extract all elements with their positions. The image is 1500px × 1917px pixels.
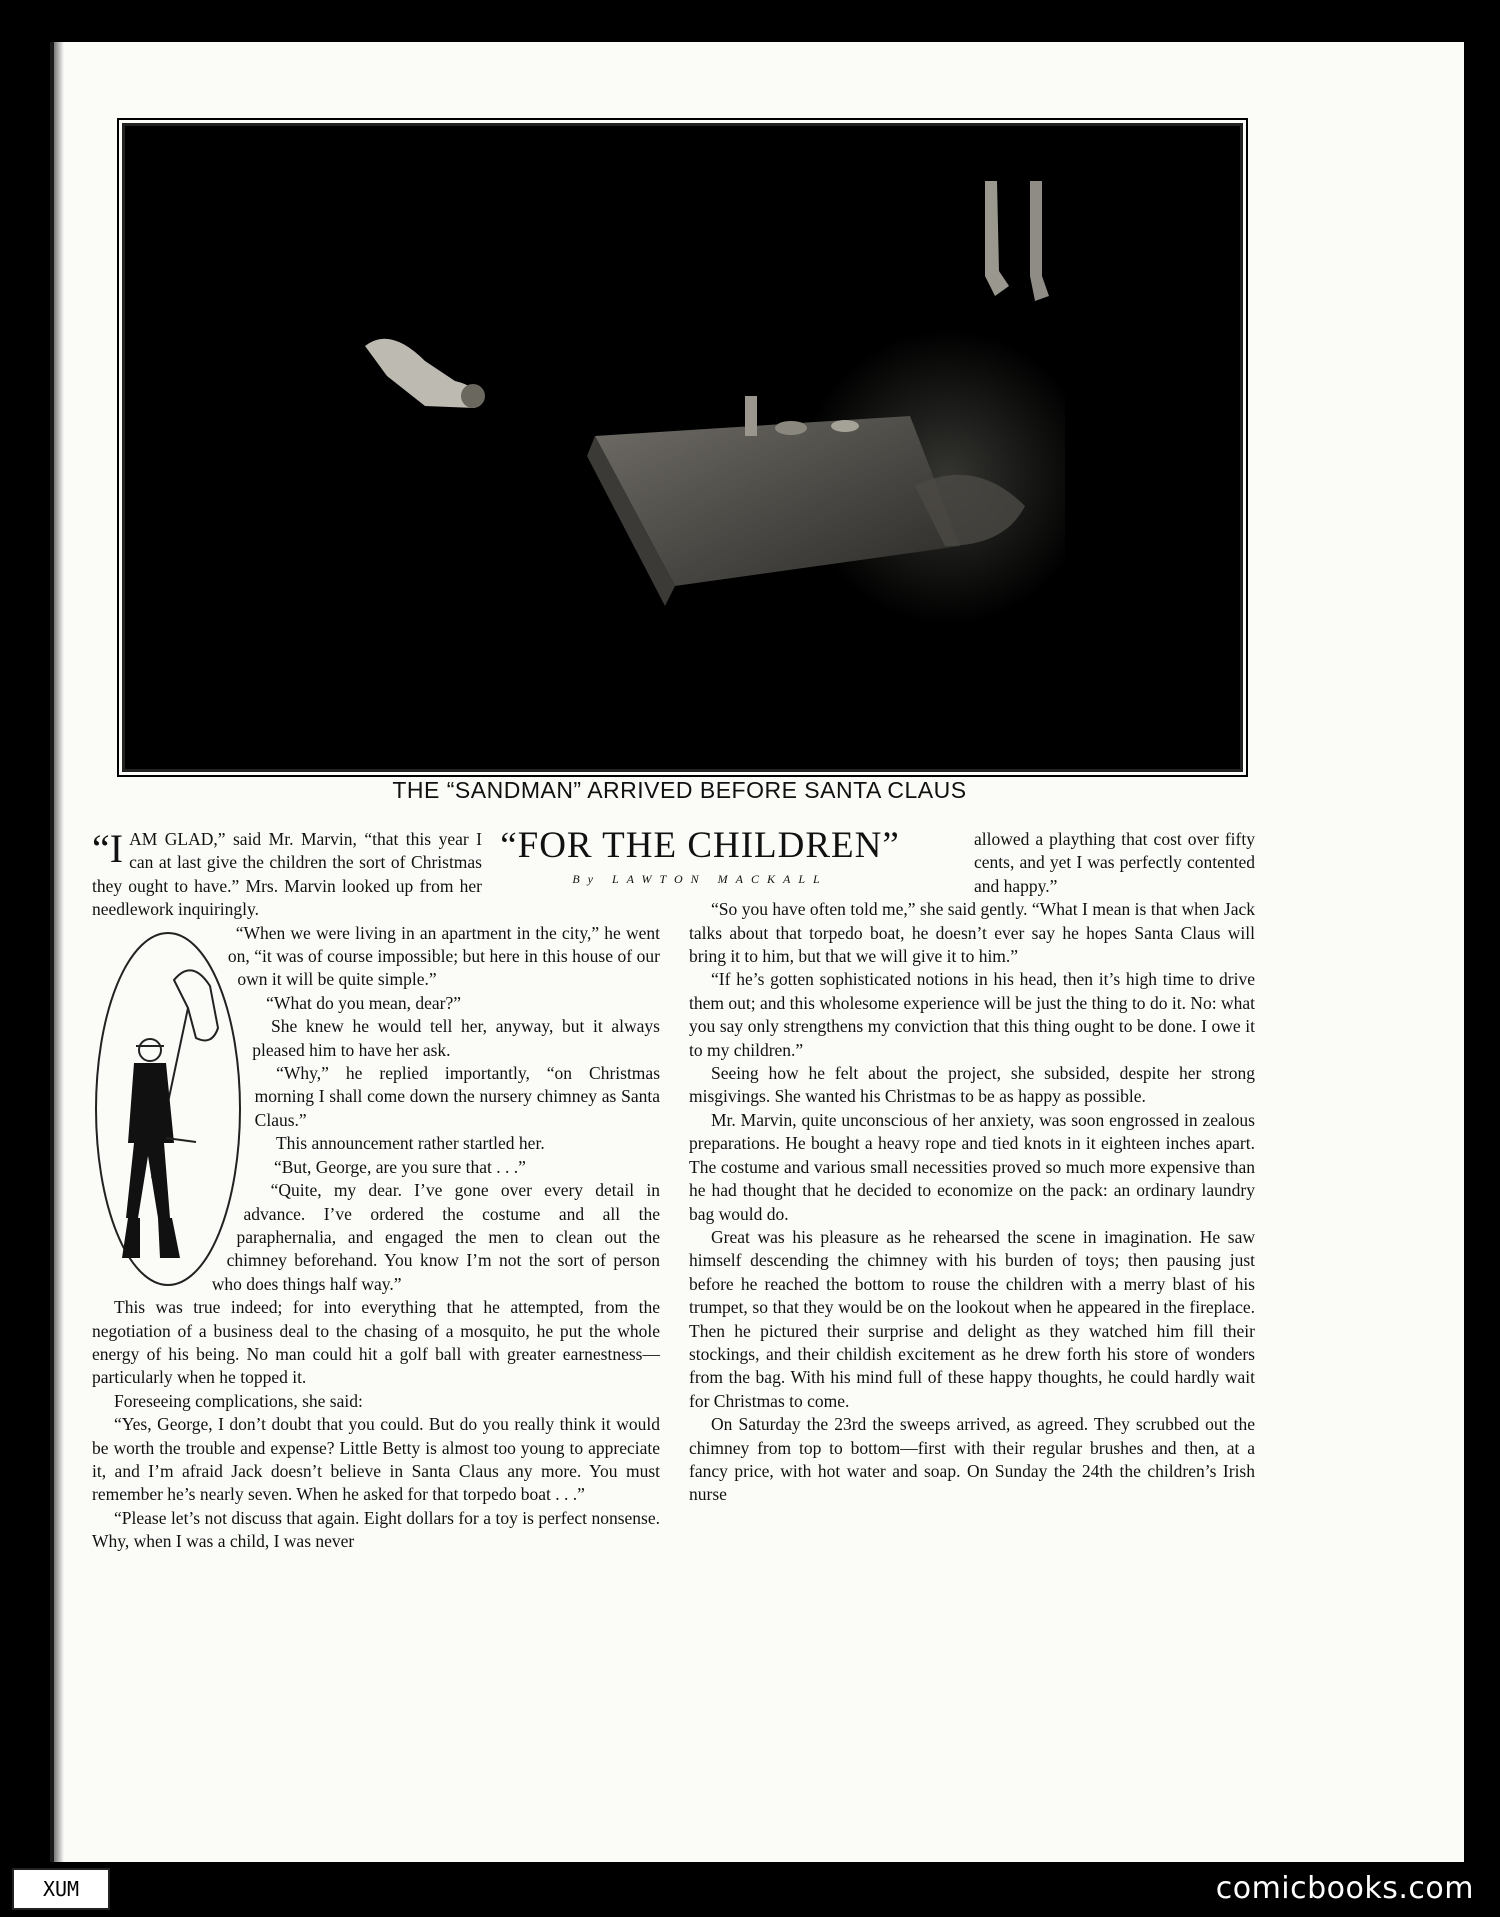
corner-tag: XUM: [12, 1868, 110, 1910]
paragraph: “Please let’s not discuss that again. Eight dollars for a toy is perfect nonsense. Why, when I was a child, I was never: [92, 1507, 660, 1552]
equestrian-illustration: [92, 928, 244, 1290]
sandman-scene-image: [125, 126, 1240, 769]
paragraph: “When we were living in an apartment in the city,” he went on, “it was of course impossible; but here in this house of our own it will be quite simple.”: [227, 922, 660, 990]
paragraph: On Saturday the 23rd the sweeps arrived, as agreed. They scrubbed out the chimney from top to bottom—first with their regular brushes and then, at a fancy price, with hot water and soap. On Sunday the 24th the children’s Irish nurse: [689, 1414, 1255, 1505]
paragraph: “Yes, George, I don’t doubt that you could. But do you really think it would be worth the trouble and expense? Little Betty is almost too young to appreciate it, and I’m afraid Jack doesn’t believe in Santa Claus any more. You must remember he’s nearly seven. When he asked for that torpedo boat . . .”: [92, 1414, 660, 1505]
paragraph: “Why,” he replied importantly, “on Christmas morning I shall come down the nursery chimney as Santa Claus.”: [254, 1063, 660, 1130]
paragraph-continuation: allowed a plaything that cost over fifty cents, and yet I was perfectly contented and happy.”: [974, 829, 1255, 896]
paragraph: Foreseeing complications, she said:: [114, 1390, 363, 1411]
paragraph: “What do you mean, dear?”: [266, 992, 461, 1013]
paragraph: AM GLAD,” said Mr. Marvin, “that this year I can at last give the children the sort of Christmas they ought to have.” Mrs. Marvin looked up from her needlework inquiringly.: [92, 829, 482, 920]
page-gutter-shadow: [54, 42, 64, 1862]
paragraph: Seeing how he felt about the project, she subsided, despite her strong misgivings. She wanted his Christmas to be as happy as possible.: [689, 1063, 1255, 1107]
paragraph: This was true indeed; for into everything that he attempted, from the negotiation of a business deal to the chasing of a mosquito, he put the whole energy of his being. No man could hit a golf ball with greater earnestness—particularly when he topped it.: [92, 1297, 660, 1388]
photo-caption: THE “SANDMAN” ARRIVED BEFORE SANTA CLAUS: [392, 777, 967, 803]
horse-rider-sketch-icon: [92, 928, 244, 1290]
paragraph: “So you have often told me,” she said gently. “What I mean is that when Jack talks about that torpedo boat, he doesn’t ever say he hopes Santa Claus will bring it to him, but that we will give it to him.”: [689, 899, 1255, 967]
column-right: [689, 828, 1255, 1507]
paragraph: “If he’s gotten sophisticated notions in his head, then it’s high time to drive them out; and this wholesome experience will be just the thing to do it. No: what you say only strengthens my conviction that this thing ought to be done. I owe it to my children.”: [689, 969, 1255, 1060]
paragraph: This announcement rather startled her.: [275, 1133, 545, 1154]
source-watermark: comicbooks.com: [1215, 1871, 1474, 1906]
story-photograph: [122, 123, 1243, 772]
paragraph: Great was his pleasure as he rehearsed the scene in imagination. He saw himself descending the chimney with his burden of toys; then pausing just before he reached the bottom to rouse the children with a merry blast of his trumpet, so that they would be on the lookout when he appeared in the fireplace. Then he pictured their surprise and delight as they watched him fill their stockings, and their childish excitement as he drew forth his store of wonders from the bag. With his mind full of these happy thoughts, he could hardly wait for Christmas to come.: [689, 1226, 1255, 1411]
scanner-top-bar: [0, 0, 1500, 48]
paragraph: “Quite, my dear. I’ve gone over every detail in advance. I’ve ordered the costume and all the paraphernalia, and engaged the men to clean out the chimney beforehand. You know I’m not the sort of person who does things half way.”: [211, 1180, 660, 1294]
drop-cap: “I: [92, 826, 124, 871]
story-byline: By LAWTON MACKALL: [572, 872, 828, 886]
column-left: [92, 828, 660, 1554]
paragraph: Mr. Marvin, quite unconscious of her anxiety, was soon engrossed in zealous preparations. He bought a heavy rope and tied knots in it eighteen inches apart. The costume and various small necessities proved so much more expensive than he had thought that he decided to economize on the pack: an ordinary laundry bag would do.: [689, 1109, 1255, 1224]
paragraph: She knew he would tell her, anyway, but it always pleased him to have her ask.: [252, 1016, 660, 1060]
story-title: “FOR THE CHILDREN”: [500, 825, 900, 866]
paragraph: “But, George, are you sure that . . .”: [273, 1156, 526, 1177]
